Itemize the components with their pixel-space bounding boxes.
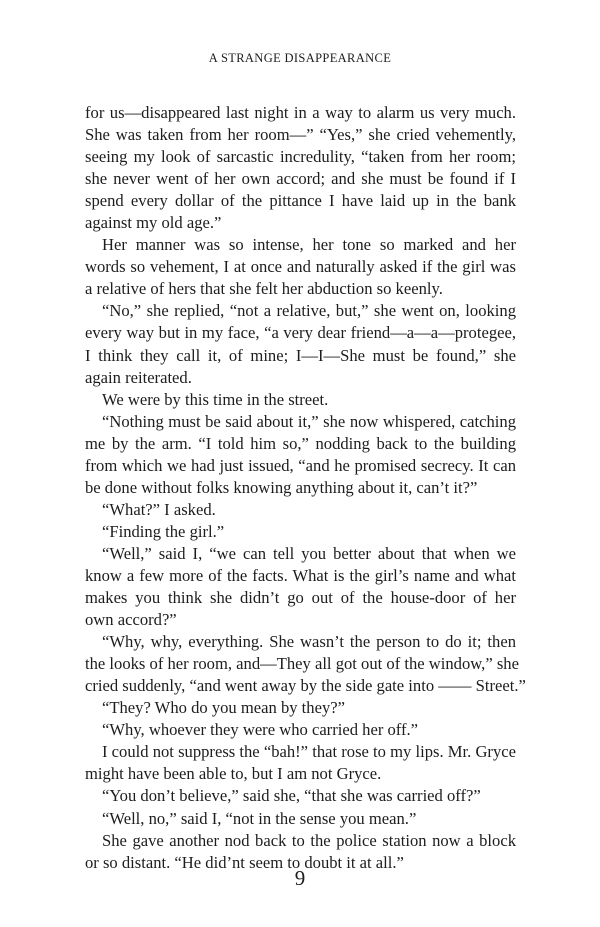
text-line: “Well, no,” said I, “not in the sense you mean.”: [102, 808, 417, 828]
page-number: 9: [294, 866, 306, 890]
text-line: “Why, why, everything. She wasn’t the person to do it; then: [102, 632, 516, 652]
paragraph: [85, 234, 516, 300]
paragraph: [85, 719, 516, 741]
text-line: seeing my look of sarcastic incredulity, “taken from her room;: [85, 147, 516, 167]
text-line: be done without folks knowing anything about it, can’t it?”: [85, 477, 478, 497]
paragraph: [85, 785, 516, 807]
text-line: “They? Who do you mean by they?”: [102, 698, 345, 718]
text-line: Her manner was so intense, her tone so marked and her: [102, 235, 516, 255]
text-line: know a few more of the facts. What is the girl’s name and what: [85, 565, 516, 585]
text-line: “You don’t believe,” said she, “that she was carried off?”: [102, 786, 481, 806]
paragraph: [85, 499, 516, 521]
text-line: “Finding the girl.”: [102, 521, 225, 541]
text-line: makes you think she didn’t go out of the house-door of her: [85, 588, 516, 608]
text-line: She was taken from her room—” “Yes,” she cried vehemently,: [85, 125, 516, 145]
text-line: words so vehement, I at once and naturally asked if the girl was: [85, 257, 516, 277]
paragraph: [85, 389, 516, 411]
paragraph: [85, 808, 516, 830]
text-line: spend every dollar of the pittance I have laid up in the bank: [85, 191, 516, 211]
text-line: again reiterated.: [85, 367, 192, 387]
text-line: the looks of her room, and—They all got out of the window,” she: [85, 654, 519, 674]
text-line: “Nothing must be said about it,” she now whispered, catching: [102, 411, 516, 431]
text-line: against my old age.”: [85, 213, 222, 233]
text-line: for us—disappeared last night in a way to alarm us very much.: [85, 103, 516, 122]
text-line: I think they call it, of mine; I—I—She must be found,” she: [85, 345, 516, 365]
text-line: I could not suppress the “bah!” that rose to my lips. Mr. Gryce: [102, 742, 516, 762]
paragraph: [85, 631, 526, 697]
running-head: A STRANGE DISAPPEARANCE: [208, 51, 392, 65]
text-line: cried suddenly, “and went away by the side gate into —— Street.”: [85, 676, 526, 696]
text-line: from which we had just issued, “and he promised secrecy. It can: [85, 455, 516, 475]
paragraph: [85, 411, 516, 499]
text-line: “Well,” said I, “we can tell you better about that when we: [102, 543, 516, 563]
paragraph: [85, 300, 516, 388]
text-line: or so distant. “He did’nt seem to doubt it at all.”: [85, 852, 404, 872]
text-line: might have been able to, but I am not Gryce.: [85, 764, 382, 784]
paragraph: [85, 741, 516, 785]
text-line: “No,” she replied, “not a relative, but,” she went on, looking: [102, 301, 516, 321]
text-line: “Why, whoever they were who carried her off.”: [102, 720, 419, 740]
text-line: a relative of hers that she felt her abduction so keenly.: [85, 279, 443, 299]
text-line: she never went of her own accord; and she must be found if I: [85, 169, 516, 189]
text-line: own accord?”: [85, 610, 177, 630]
text-line: every way but in my face, “a very dear friend—a—a—protegee,: [85, 323, 516, 343]
body-text: [85, 102, 526, 874]
paragraph: [85, 521, 516, 543]
text-line: me by the arm. “I told him so,” nodding back to the building: [85, 433, 516, 453]
text-line: “What?” I asked.: [102, 499, 216, 519]
text-line: We were by this time in the street.: [102, 389, 329, 409]
paragraph: [85, 697, 516, 719]
paragraph: [85, 543, 516, 631]
text-line: She gave another nod back to the police station now a block: [102, 830, 516, 850]
paragraph: [85, 102, 516, 234]
